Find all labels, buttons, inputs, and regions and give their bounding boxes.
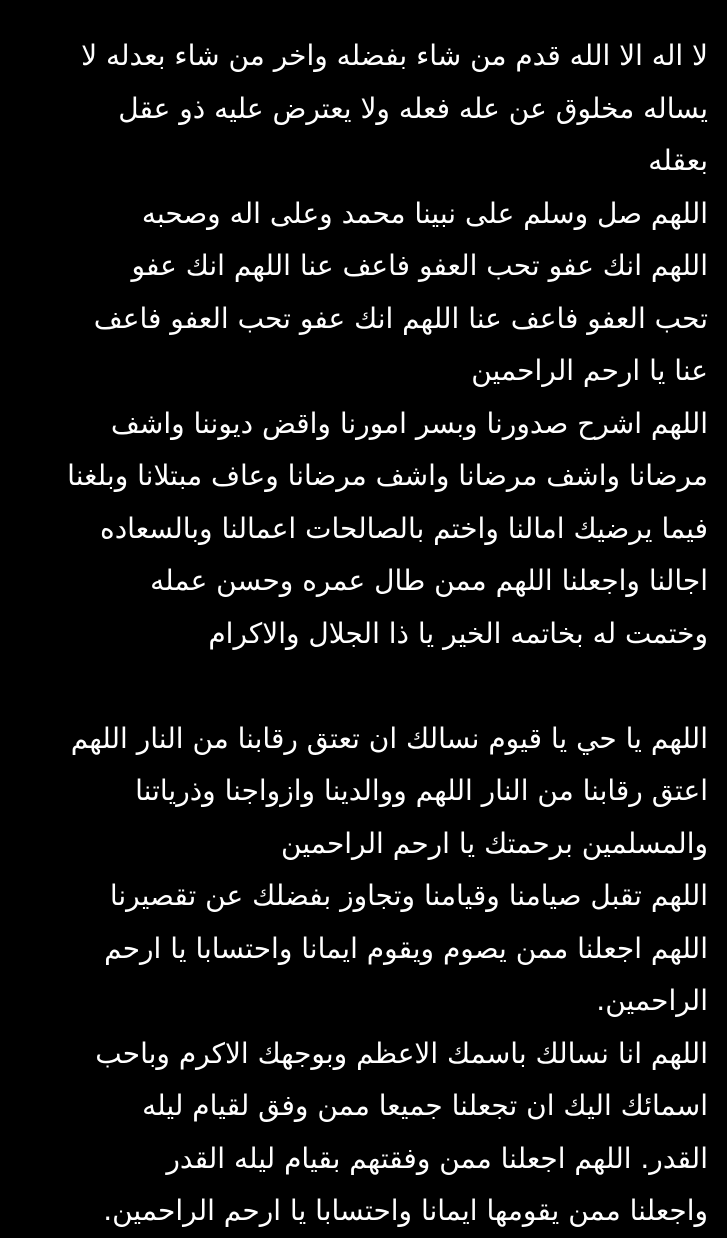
text-line: اجالنا واجعلنا اللهم ممن طال عمره وحسن عمله	[150, 564, 708, 597]
text-line: اللهم تقبل صيامنا وقيامنا وتجاوز بفضلك عن تقصيرنا	[109, 879, 708, 912]
text-line: يساله مخلوق عن عله فعله ولا يعترض عليه ذو عقل	[118, 91, 708, 125]
text-line: الراحمين.	[596, 984, 708, 1017]
text-line: لا اله الا الله قدم من شاء بفضله واخر من شاء بعدله لا	[81, 39, 708, 72]
text-line: وختمت له بخاتمه الخير يا ذا الجلال والاكرام	[208, 616, 708, 650]
text-line: بعقله	[648, 144, 708, 177]
text-line: اسمائك اليك ان تجعلنا جميعا ممن وفق لقيام ليله	[142, 1089, 708, 1122]
note-text-body	[28, 30, 708, 1238]
text-line: اللهم اجعلنا ممن يصوم ويقوم ايمانا واحتسابا يا ارحم	[104, 931, 708, 965]
text-line: اللهم صل وسلم على نبينا محمد وعلى اله وصحبه	[141, 196, 708, 230]
text-line: اللهم اشرح صدورنا وبسر امورنا واقض ديوننا واشف	[110, 406, 708, 440]
text-line: تحب العفو فاعف عنا اللهم انك عفو تحب العفو فاعف	[93, 301, 708, 335]
text-line: القدر. اللهم اجعلنا ممن وفقتهم بقيام ليله القدر	[166, 1141, 708, 1175]
text-line: فيما يرضيك امالنا واختم بالصالحات اعمالنا وبالسعاده	[100, 511, 708, 545]
text-line: واجعلنا ممن يقومها ايمانا واحتسابا يا ارحم الراحمين.	[103, 1194, 708, 1227]
text-line: اللهم انا نسالك باسمك الاعظم وبوجهك الاكرم وباحب	[95, 1036, 708, 1070]
blank-line	[28, 660, 708, 713]
text-line: اللهم انك عفو تحب العفو فاعف عنا اللهم انك عفو	[131, 249, 708, 282]
text-line: اللهم يا حي يا قيوم نسالك ان تعتق رقابنا من النار اللهم	[70, 721, 708, 755]
text-line: مرضانا واشف مرضانا واشف مرضانا وعاف مبتلانا وبلغنا	[67, 459, 708, 492]
text-line: عنا يا ارحم الراحمين	[471, 354, 708, 387]
text-line: والمسلمين برحمتك يا ارحم الراحمين	[281, 826, 708, 860]
text-line: اعتق رقابنا من النار اللهم ووالدينا وازواجنا وذرياتنا	[135, 774, 708, 807]
